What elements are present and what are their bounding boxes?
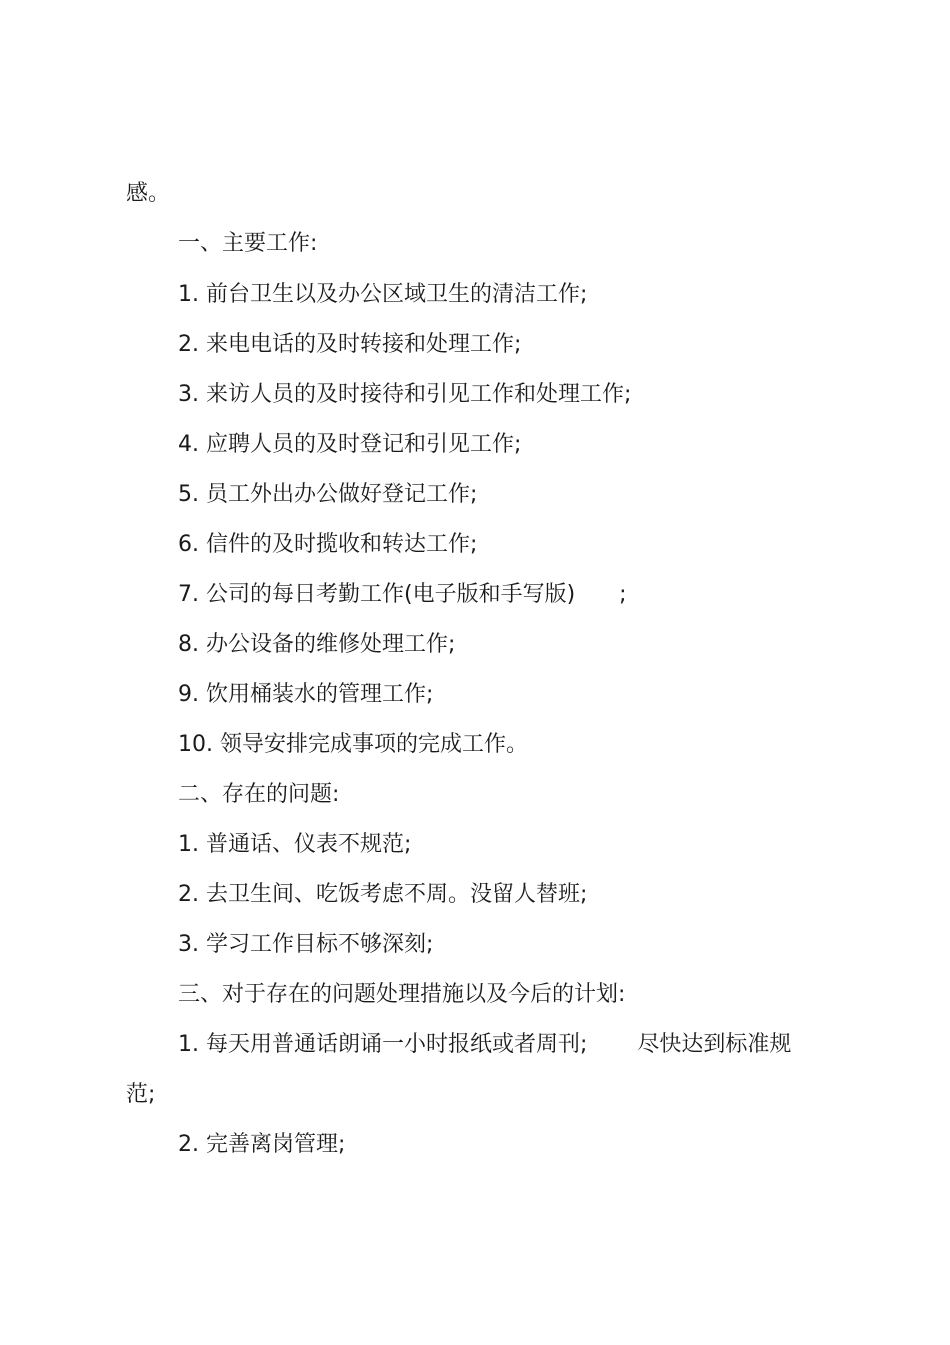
continuation-text: 感。 <box>126 181 171 206</box>
list-item-text: 1. 每天用普通话朗诵一小时报纸或者周刊; <box>178 1032 588 1057</box>
list-item-tail: ; <box>619 582 627 607</box>
list-item: 2. 来电电话的及时转接和处理工作; <box>178 332 522 357</box>
list-item: 2. 完善离岗管理; <box>178 1132 346 1157</box>
list-item <box>178 1031 791 1059</box>
section-heading-measures: 三、对于存在的问题处理措施以及今后的计划: <box>178 982 626 1007</box>
list-item <box>178 581 627 609</box>
list-item: 1. 前台卫生以及办公区域卫生的清洁工作; <box>178 282 588 307</box>
list-item: 6. 信件的及时揽收和转达工作; <box>178 532 478 557</box>
list-item: 1. 普通话、仪表不规范; <box>178 832 412 857</box>
section-heading-main-work: 一、主要工作: <box>178 231 318 256</box>
list-item: 8. 办公设备的维修处理工作; <box>178 632 456 657</box>
list-item: 4. 应聘人员的及时登记和引见工作; <box>178 432 522 457</box>
list-item-text: 7. 公司的每日考勤工作(电子版和手写版) <box>178 582 576 607</box>
list-item: 5. 员工外出办公做好登记工作; <box>178 482 478 507</box>
list-item: 10. 领导安排完成事项的完成工作。 <box>178 732 528 757</box>
list-item: 2. 去卫生间、吃饭考虑不周。没留人替班; <box>178 882 588 907</box>
list-item: 3. 来访人员的及时接待和引见工作和处理工作; <box>178 382 632 407</box>
section-heading-problems: 二、存在的问题: <box>178 782 340 807</box>
list-item: 9. 饮用桶装水的管理工作; <box>178 682 434 707</box>
list-item-wrap: 范; <box>126 1082 156 1107</box>
list-item: 3. 学习工作目标不够深刻; <box>178 932 434 957</box>
list-item-text-continued: 尽快达到标准规 <box>637 1032 792 1057</box>
